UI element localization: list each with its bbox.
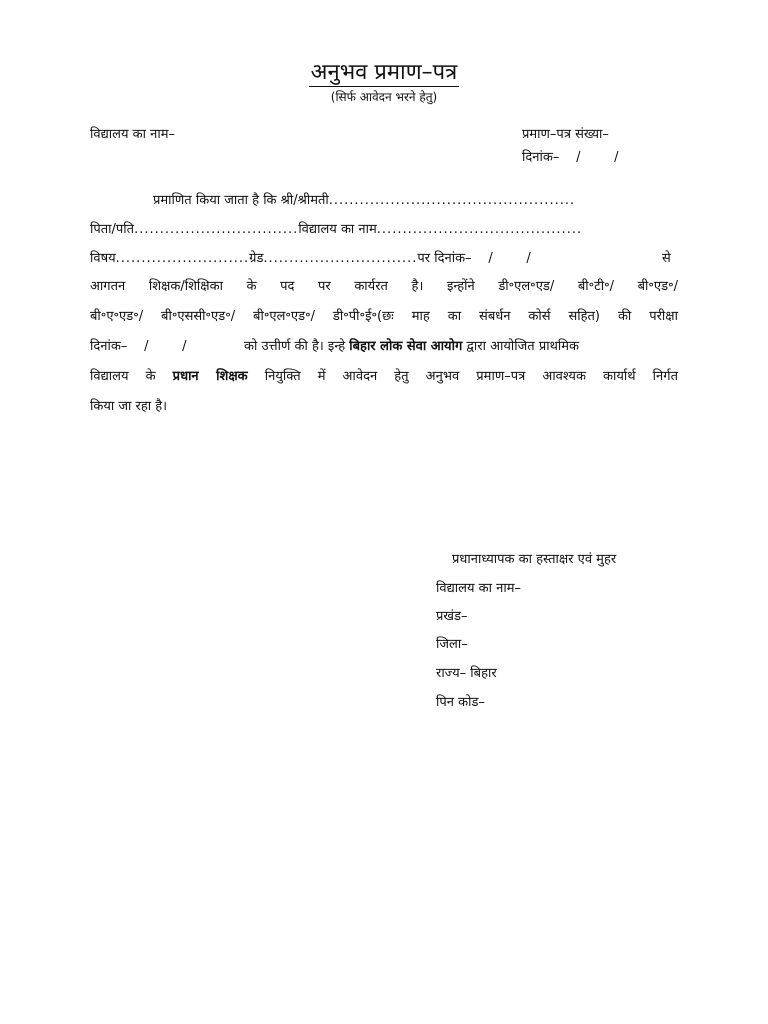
date-slash: / xyxy=(614,150,619,165)
date-slash: / xyxy=(182,339,187,354)
body-line-3 xyxy=(90,248,548,266)
body-line-4: आगतन शिक्षक/शिक्षिका के पद पर कार्यरत है। इन्होंने डी॰एल॰एड/ बी॰टी॰/ बी॰एड॰/ xyxy=(90,279,678,294)
body-line-5: बी॰ए॰एड॰/ बी॰एससी॰एड॰/ बी॰एल॰एड॰/ डी॰पी॰ई॰(छः माह का संबर्धन कोर्स सहित) की परीक्षा xyxy=(90,309,678,324)
sig-state: राज्य– बिहार xyxy=(436,666,497,681)
commission-name: बिहार लोक सेवा आयोग xyxy=(349,339,463,354)
name-dotted-blank: ................................................ xyxy=(328,193,576,208)
grade-dotted-blank: .............................. xyxy=(263,251,418,266)
sig-school-name: विद्यालय का नाम– xyxy=(436,581,521,596)
page-subtitle: (सिर्फ आवेदन भरने हेतु) xyxy=(330,90,438,104)
se-text: से xyxy=(662,251,671,266)
certify-text: प्रमाणित किया जाता है कि श्री/श्रीमती xyxy=(153,193,329,208)
sig-pincode: पिन कोड– xyxy=(436,695,485,710)
date-field xyxy=(522,147,635,165)
date-slash: / xyxy=(526,251,531,266)
subject-dotted-blank: .......................... xyxy=(115,251,250,266)
date-slash: / xyxy=(488,251,493,266)
school-name-label: विद्यालय का नाम– xyxy=(90,127,175,142)
father-dotted-blank: ................................ xyxy=(134,222,299,237)
sig-block: प्रखंड– xyxy=(436,609,468,624)
father-label: पिता/पति xyxy=(90,222,135,237)
date-slash: / xyxy=(576,150,581,165)
date-label: दिनांक– xyxy=(522,150,560,165)
body-line-6 xyxy=(244,336,579,354)
school-of-text: विद्यालय के xyxy=(90,369,156,384)
body-line-8: किया जा रहा है। xyxy=(90,399,168,414)
body-line-1 xyxy=(153,190,575,208)
on-date-label: पर दिनांक– xyxy=(417,251,472,266)
exam-date-field xyxy=(90,336,203,354)
exam-date-label: दिनांक– xyxy=(90,339,128,354)
headmaster-text: प्रधान शिक्षक xyxy=(172,369,248,384)
body-line-7 xyxy=(90,366,678,384)
school-label: विद्यालय का नाम xyxy=(298,222,377,237)
organized-text: द्वारा आयोजित प्राथमिक xyxy=(466,339,580,354)
body-line-2 xyxy=(90,219,582,237)
school-dotted-blank: ........................................ xyxy=(376,222,583,237)
sig-district: जिला– xyxy=(436,637,468,652)
page-title: अनुभव प्रमाण–पत्र xyxy=(310,60,458,85)
appointment-text: नियुक्ति में आवेदन हेतु अनुभव प्रमाण–पत्र आवश्यक कार्यार्थ निर्गत xyxy=(264,369,678,384)
signature-label: प्रधानाध्यापक का हस्ताक्षर एवं मुहर xyxy=(452,552,617,567)
subject-label: विषय xyxy=(90,251,116,266)
date-slash: / xyxy=(144,339,149,354)
grade-label: ग्रेड xyxy=(249,251,264,266)
passed-text: को उत्तीर्ण की है। इन्हे xyxy=(244,339,346,354)
certificate-number-label: प्रमाण–पत्र संख्या– xyxy=(522,127,609,142)
